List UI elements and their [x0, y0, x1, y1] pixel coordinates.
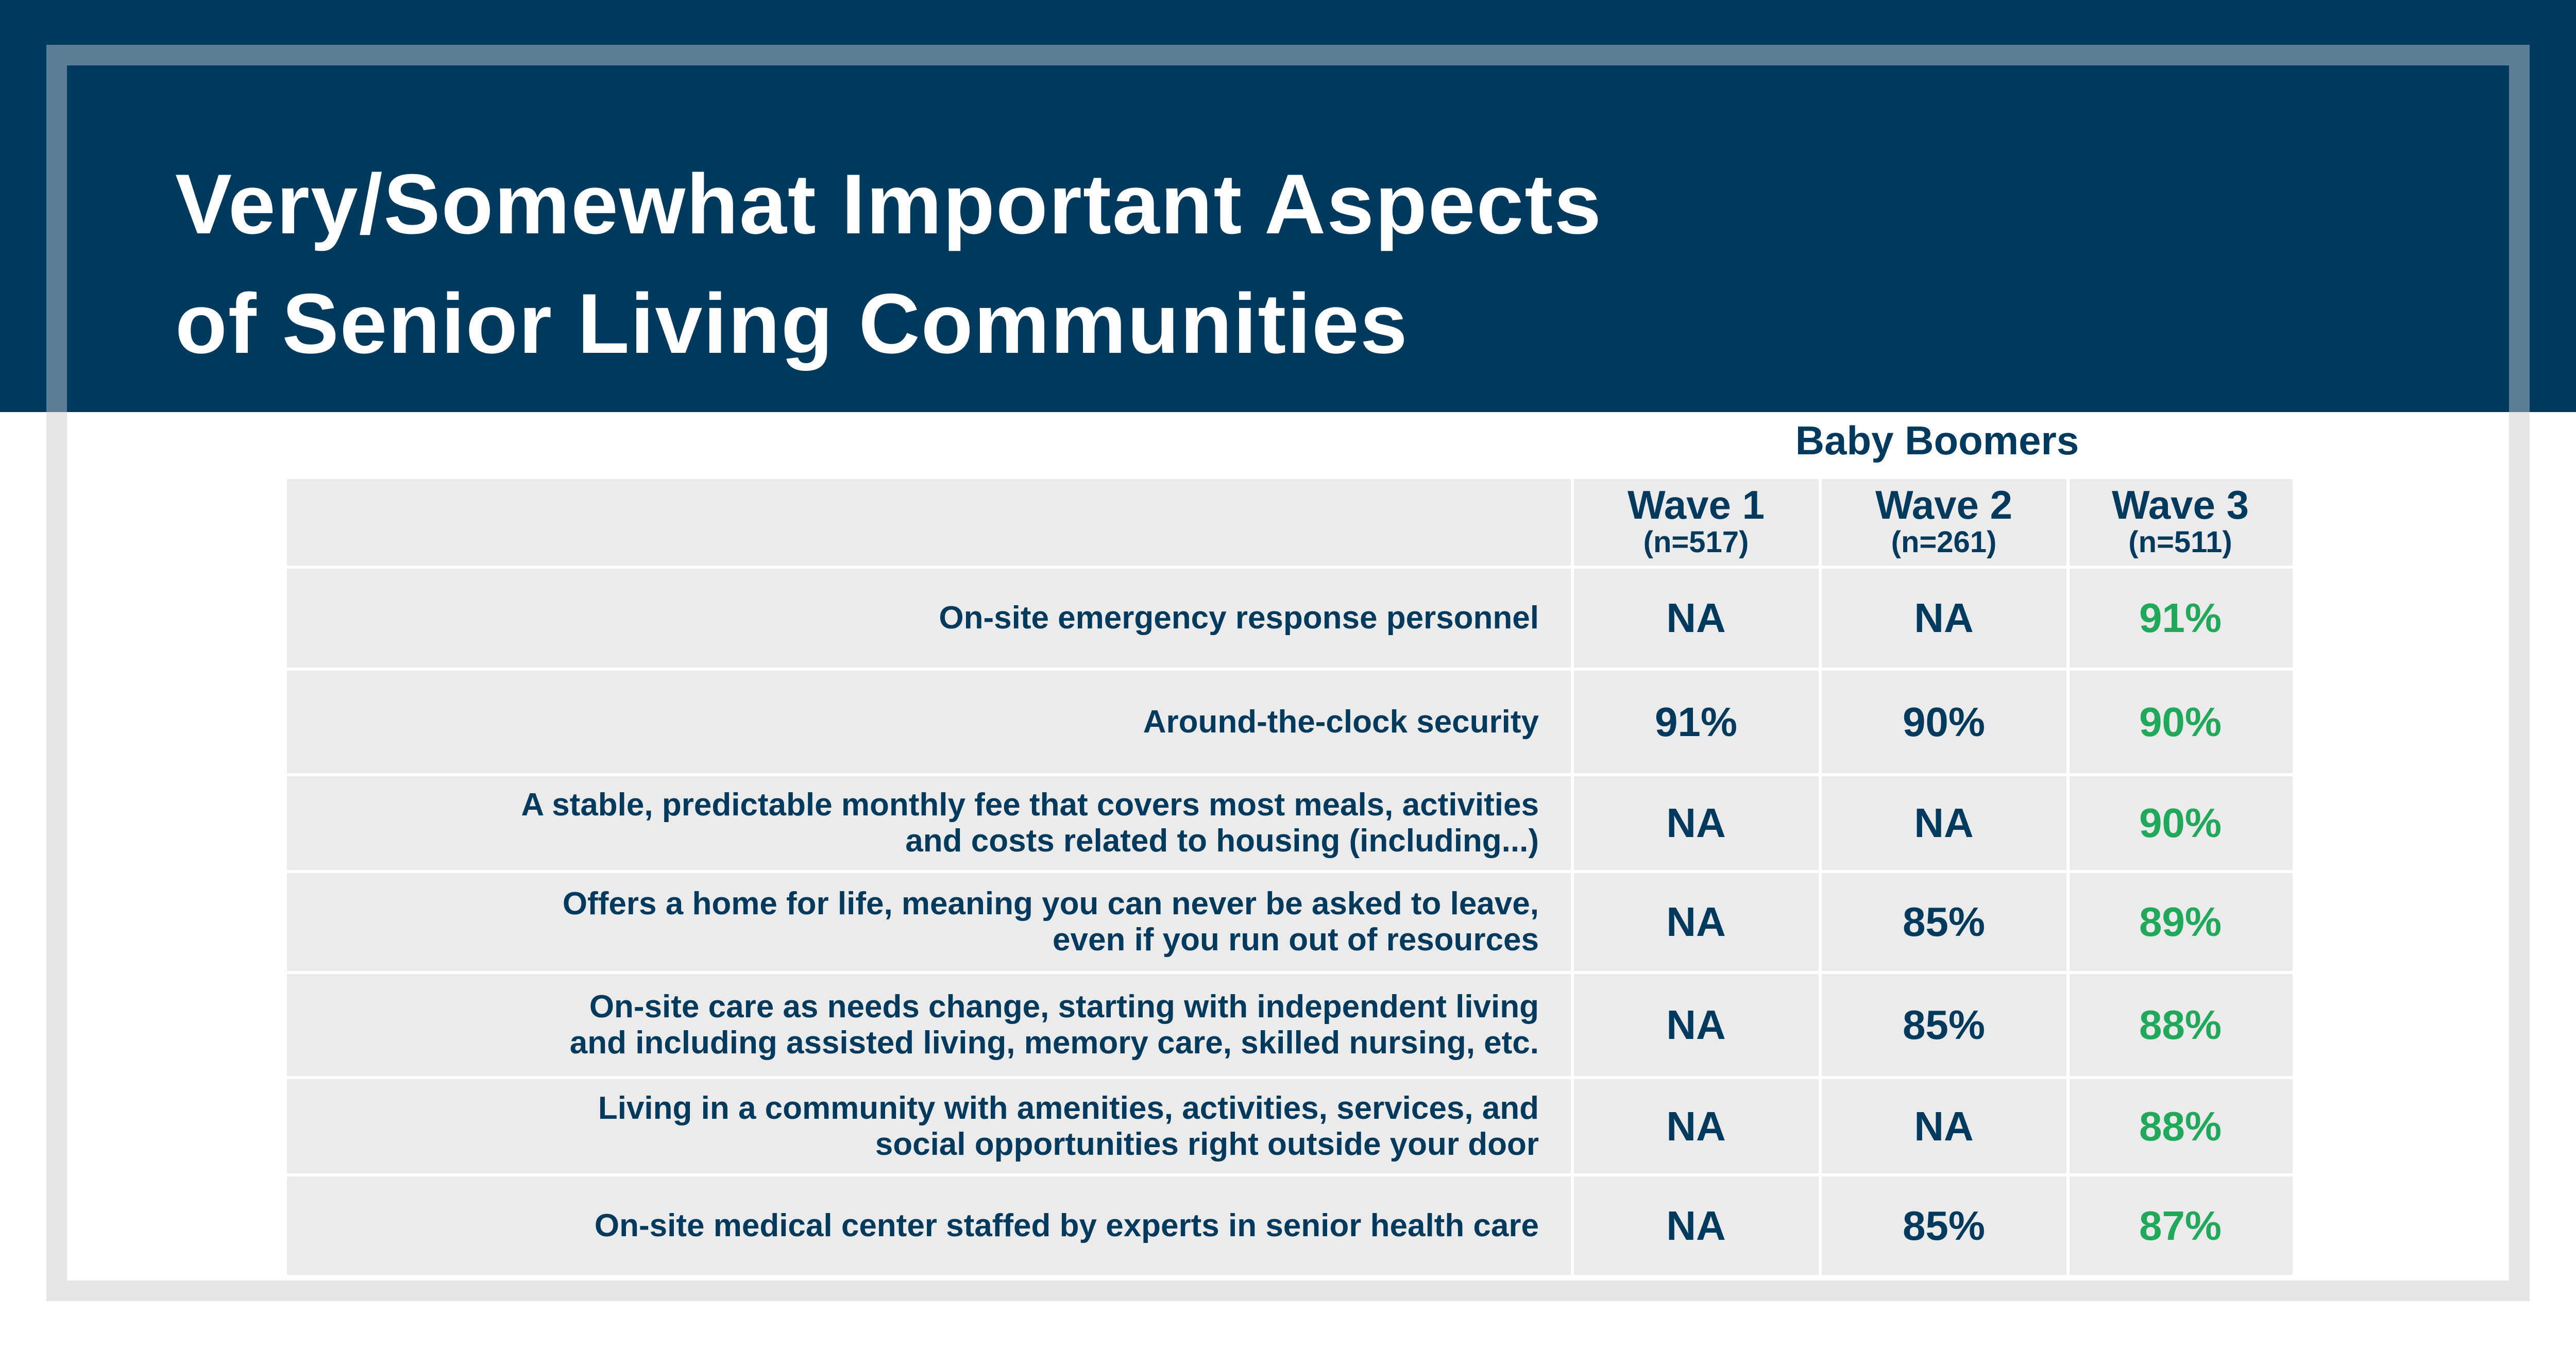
row-label-line: and costs related to housing (including...) [905, 823, 1539, 859]
table-row [287, 974, 2293, 1076]
row-label [308, 873, 1539, 971]
cell-wave-1: NA [1666, 800, 1726, 846]
group-header: Baby Boomers [1795, 418, 2079, 463]
cell-wave-2: NA [1914, 595, 1974, 641]
table-row [287, 1079, 2293, 1173]
cell-wave-2: NA [1914, 800, 1974, 846]
row-label-line: Around-the-clock security [1143, 704, 1539, 740]
table-row [287, 569, 2293, 668]
table-row [287, 776, 2293, 870]
column-n-label: (n=511) [2128, 525, 2232, 559]
column-header-wave-2 [1820, 483, 2067, 566]
cell-wave-3: 91% [2139, 595, 2222, 641]
column-wave-label: Wave 3 [2112, 482, 2249, 527]
cell-wave-3: 87% [2139, 1202, 2222, 1249]
cell-wave-3: 90% [2139, 698, 2222, 745]
row-label [308, 1079, 1539, 1173]
row-label-line: even if you run out of resources [1053, 922, 1539, 958]
table-row [287, 873, 2293, 971]
row-label-line: On-site medical center staffed by experts in senior health care [594, 1207, 1539, 1243]
row-label [308, 1176, 1539, 1275]
row-label [308, 569, 1539, 668]
column-wave-label: Wave 1 [1628, 482, 1765, 527]
cell-wave-1: NA [1666, 1103, 1726, 1149]
row-label-line: A stable, predictable monthly fee that covers most meals, activities [521, 787, 1539, 823]
cell-wave-1: NA [1666, 899, 1726, 945]
row-label [308, 671, 1539, 773]
cell-wave-3: 88% [2139, 1002, 2222, 1048]
row-label-line: Offers a home for life, meaning you can never be asked to leave, [562, 886, 1539, 922]
row-label-line: social opportunities right outside your door [875, 1126, 1539, 1162]
column-n-label: (n=517) [1643, 525, 1749, 559]
title-line-2: of Senior Living Communities [175, 276, 1409, 371]
row-label-line: and including assisted living, memory care, skilled nursing, etc. [569, 1025, 1539, 1061]
cell-wave-2: NA [1914, 1103, 1974, 1149]
cell-wave-2: 85% [1902, 1202, 1986, 1249]
table-row [287, 1176, 2293, 1275]
row-label-line: On-site care as needs change, starting with independent living [589, 989, 1539, 1025]
row-label-line: On-site emergency response personnel [939, 600, 1539, 636]
cell-wave-1: NA [1666, 1002, 1726, 1048]
data-table [287, 479, 2293, 1275]
chart-title [175, 144, 1602, 383]
column-header-wave-3 [2068, 483, 2293, 566]
cell-wave-1: NA [1666, 595, 1726, 641]
cell-wave-2: 90% [1902, 698, 1986, 745]
cell-wave-3: 88% [2139, 1103, 2222, 1149]
cell-wave-1: 91% [1654, 698, 1738, 745]
column-header-wave-1 [1572, 483, 1820, 566]
cell-wave-1: NA [1666, 1202, 1726, 1249]
cell-wave-2: 85% [1902, 1002, 1986, 1048]
column-n-label: (n=261) [1891, 525, 1997, 559]
table-row [287, 671, 2293, 773]
cell-wave-2: 85% [1902, 899, 1986, 945]
row-label [308, 974, 1539, 1076]
cell-wave-3: 89% [2139, 899, 2222, 945]
row-label-line: Living in a community with amenities, activities, services, and [598, 1090, 1539, 1126]
cell-wave-3: 90% [2139, 800, 2222, 846]
title-line-1: Very/Somewhat Important Aspects [175, 157, 1602, 251]
row-label [308, 776, 1539, 870]
column-wave-label: Wave 2 [1875, 482, 2012, 527]
